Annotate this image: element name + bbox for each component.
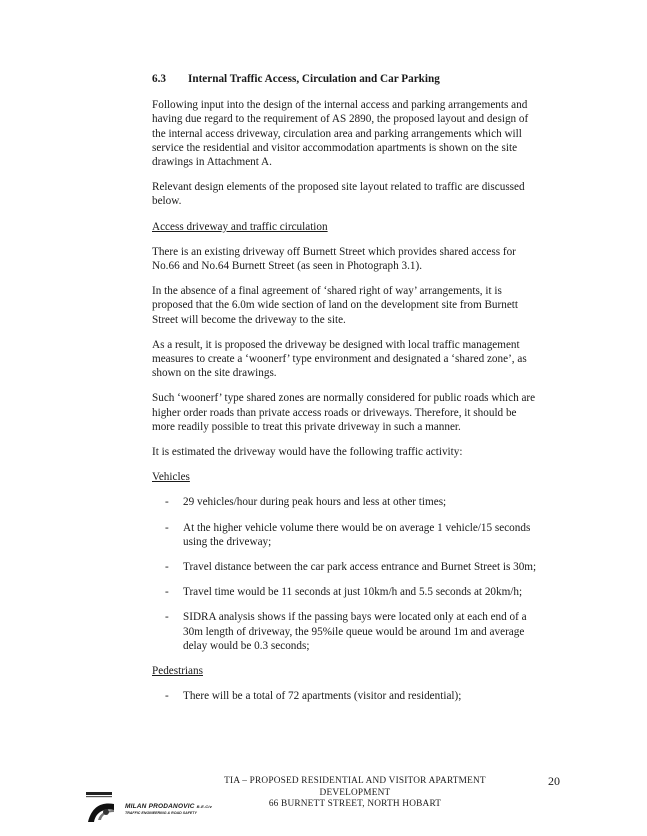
list-item: - There will be a total of 72 apartments (visitor and residential); bbox=[165, 690, 462, 703]
section-number: 6.3 bbox=[152, 73, 166, 85]
intro-paragraph-1: Following input into the design of the internal access and parking arrangements and having due regard to the requirement of AS 2890, the proposed layout and design of the internal access driveway, circulation area and parking arrangements which will service the residential and visitor accommodation apartments is shown on the site drawings in Attachment A. bbox=[152, 99, 529, 169]
section-title: Internal Traffic Access, Circulation and Car Parking bbox=[188, 73, 440, 85]
footer-title bbox=[205, 776, 505, 811]
access-paragraph-2: In the absence of a final agreement of ‘shared right of way’ arrangements, it is proposed that the 6.0m wide section of land on the development site from Burnett Street will become the driveway to the site. bbox=[152, 285, 518, 326]
intro-paragraph-2: Relevant design elements of the proposed site layout related to traffic are discussed below. bbox=[152, 181, 525, 208]
access-paragraph-3: As a result, it is proposed the driveway be designed with local traffic management measures to create a ‘woonerf’ type environment and designated a ‘shared zone’, as shown on the site drawings. bbox=[152, 338, 527, 380]
access-paragraph-5: It is estimated the driveway would have the following traffic activity: bbox=[152, 446, 463, 459]
dash-bullet: - bbox=[165, 561, 169, 574]
list-item: - At the higher vehicle volume there would be on average 1 vehicle/15 seconds using the driveway; bbox=[165, 521, 531, 548]
list-item: - Travel distance between the car park access entrance and Burnet Street is 30m; bbox=[165, 561, 537, 574]
dash-bullet: - bbox=[165, 496, 169, 509]
logo-tagline: TRAFFIC ENGINEERING & ROAD SAFETY bbox=[125, 811, 197, 815]
page-number: 20 bbox=[548, 774, 560, 788]
pedestrians-list bbox=[152, 689, 537, 703]
access-subheading: Access driveway and traffic circulation bbox=[152, 220, 328, 233]
page-content bbox=[152, 72, 537, 715]
dash-bullet: - bbox=[165, 521, 169, 534]
road-logo-icon bbox=[84, 786, 126, 826]
list-item: - 29 vehicles/hour during peak hours and less at other times; bbox=[165, 496, 447, 509]
dash-bullet: - bbox=[165, 611, 169, 624]
access-paragraph-1: There is an existing driveway off Burnett Street which provides shared access for No.66 and No.64 Burnett Street (as seen in Photograph 3.1). bbox=[152, 245, 516, 273]
dash-bullet: - bbox=[165, 586, 169, 599]
footer-line-2: DEVELOPMENT bbox=[319, 787, 391, 798]
dash-bullet: - bbox=[165, 690, 169, 703]
page-footer bbox=[0, 774, 647, 836]
footer-line-3: 66 BURNETT STREET, NORTH HOBART bbox=[268, 799, 442, 809]
access-paragraph-4: Such ‘woonerf’ type shared zones are normally considered for public roads which are higher order roads than private access roads or driveways. Therefore, it should be more readily possible to treat this private driveway in such a manner. bbox=[152, 392, 536, 433]
vehicles-list bbox=[152, 495, 537, 653]
footer-line-1: TIA – PROPOSED RESIDENTIAL AND VISITOR APARTMENT bbox=[224, 776, 486, 786]
vehicles-subheading: Vehicles bbox=[152, 471, 190, 484]
logo-name: MILAN PRODANOVIC B.E.Civ bbox=[125, 803, 213, 810]
section-heading bbox=[152, 72, 537, 86]
list-item: - SIDRA analysis shows if the passing bays were located only at each end of a 30m length of driveway, the 95%ile queue would be around 1m and average delay would be 0.3 seconds; bbox=[165, 611, 527, 652]
pedestrians-subheading: Pedestrians bbox=[152, 665, 203, 678]
list-item: - Travel time would be 11 seconds at just 10km/h and 5.5 seconds at 20km/h; bbox=[165, 586, 523, 599]
